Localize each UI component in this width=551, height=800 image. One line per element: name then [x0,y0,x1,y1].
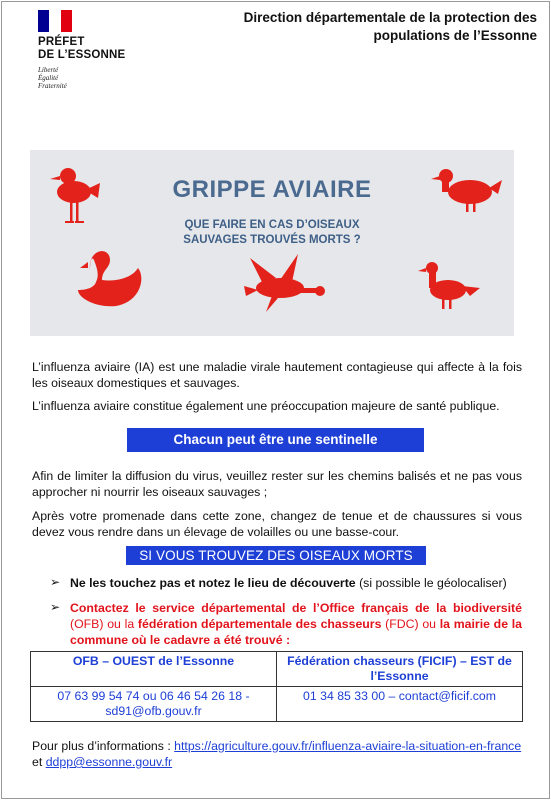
bullet-2-part-2: (OFB) ou la [70,617,138,631]
intro-paragraph-2: L’influenza aviaire constitue également une préoccupation majeure de santé publique. [32,399,500,413]
bullet-1-rest: (si possible le géolocaliser) [355,576,507,590]
bullet-2-part-4: (FDC) ou [381,617,440,631]
ofb-contact [31,687,277,722]
advice-paragraph-1: Afin de limiter la diffusion du virus, veuillez rester sur les chemins balisés et ne pas vous approcher ni nourrir les oiseaux sauvages ; [32,469,522,499]
bullet-1-bold: Ne les touchez pas et notez le lieu de découverte [70,576,356,590]
bullet-2-part-5: la mairie de la commune où le cadavre a été trouvé : [70,617,523,647]
devise-fraternite: Fraternité [38,82,67,90]
ofb-email[interactable]: sd91@ofb.gouv.fr [105,704,202,718]
table-row [31,687,523,722]
direction-title: Direction départementale de la protection des populations de l’Essonne [243,10,537,43]
ficif-contact[interactable]: 01 34 85 33 00 – contact@ficif.com [277,687,523,722]
contacts-table [30,651,523,722]
bird-flu-banner [30,150,514,336]
devise-egalite: Égalité [38,74,59,82]
devise [38,66,148,90]
logo-line-1: PRÉFET [38,36,85,48]
bullet-2-part-3: fédération départementale des chasseurs [137,617,382,631]
devise-liberte: Liberté [38,66,59,74]
bullet-2-part-1: Contactez le service départemental de l’Office français de la biodiversité [70,601,522,615]
swan-icon [78,251,141,306]
gull-icon [418,262,480,309]
more-info-between: et [32,755,46,769]
ficif-header: Fédération chasseurs (FICIF) – EST de l’Essonne [277,652,523,687]
prefecture-logo [38,10,148,90]
banner-subtitle-line-2: SAUVAGES TROUVÉS MORTS ? [183,234,361,246]
found-dead-birds-banner: SI VOUS TROUVEZ DES OISEAUX MORTS [126,546,426,565]
banner-subtitle [30,218,514,248]
ddpp-email-link[interactable]: ddpp@essonne.gouv.fr [45,755,173,769]
agriculture-link[interactable]: https://agriculture.gouv.fr/influenza-aviaire-la-situation-en-france [174,739,522,753]
ofb-phones[interactable]: 07 63 99 54 74 ou 06 46 54 26 18 - [57,689,250,703]
intro-paragraph-1: L’influenza aviaire (IA) est une maladie virale hautement contagieuse qui affecte à la fois les oiseaux domestiques et sauvages. [32,360,522,390]
sentinel-banner: Chacun peut être une sentinelle [127,428,424,452]
logo-line-2: DE L’ESSONNE [38,49,126,61]
more-info-prefix: Pour plus d’informations : [32,739,175,753]
arrow-bullet-icon: ➢ [50,600,61,614]
table-row [31,652,523,687]
banner-title: GRIPPE AVIAIRE [172,176,372,203]
more-info [32,738,532,770]
ofb-header: OFB – OUEST de l’Essonne [31,652,277,687]
banner-subtitle-line-1: QUE FAIRE EN CAS D’OISEAUX [184,219,360,231]
advice-paragraph-2: Après votre promenade dans cette zone, changez de tenue et de chaussures si vous devez vous rendre dans un élevage de volailles ou une basse-cour. [32,509,522,539]
marianne-flag-icon [38,10,72,32]
arrow-bullet-icon: ➢ [50,575,61,589]
flying-goose-icon [244,254,325,312]
